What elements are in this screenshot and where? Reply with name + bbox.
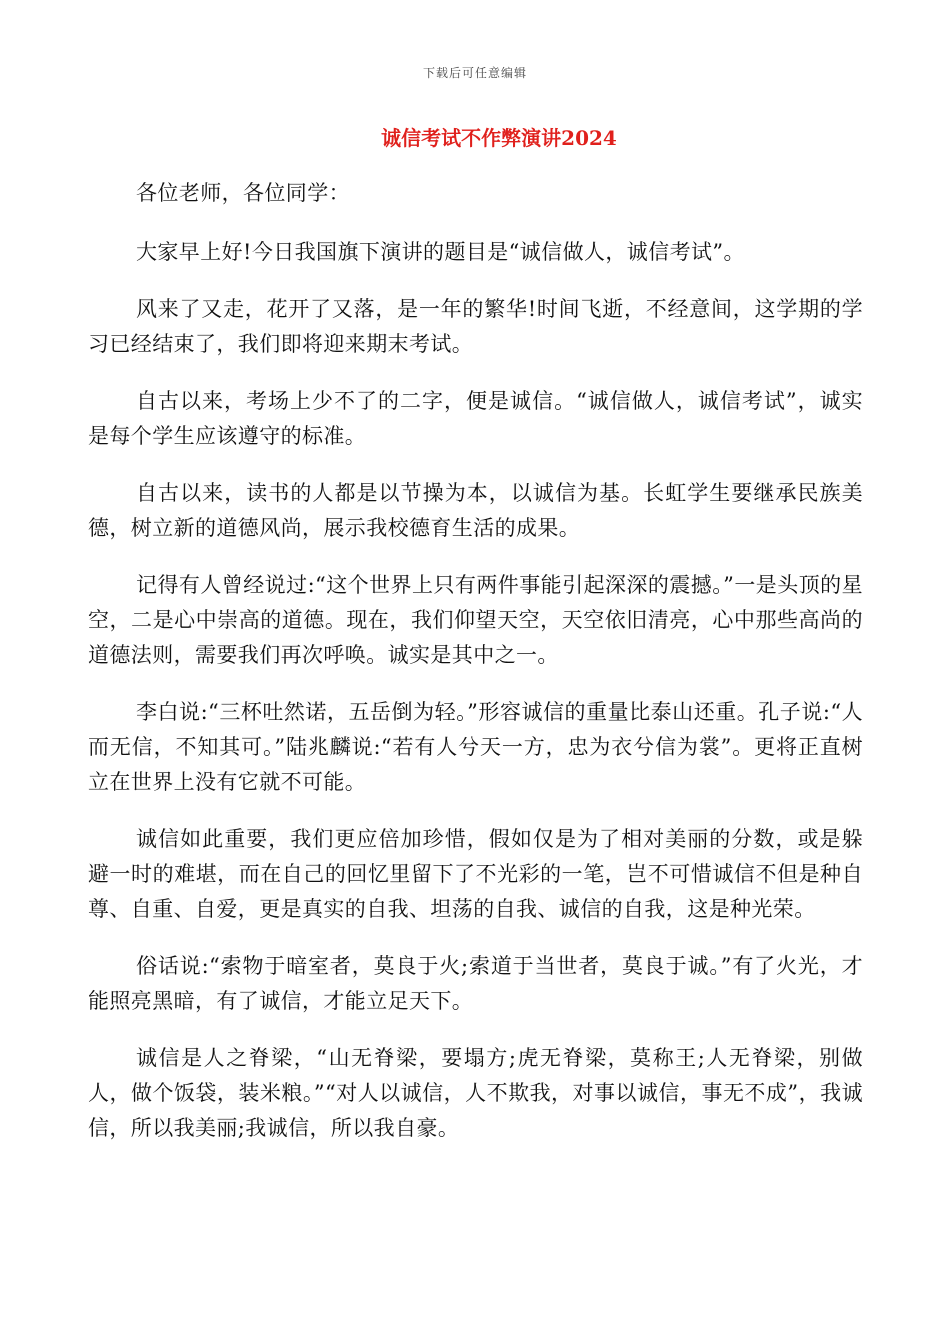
paragraph: 自古以来，考场上少不了的二字，便是诚信。“诚信做人，诚信考试”，诚实是每个学生应该遵守的标准。 <box>88 389 863 448</box>
paragraph: 诚信如此重要，我们更应倍加珍惜，假如仅是为了相对美丽的分数，或是躲避一时的难堪，而在自己的回忆里留下了不光彩的一笔，岂不可惜诚信不但是种自尊、自重、自爱，更是真实的自我、坦荡的自我、诚信的自我，这是种光荣。 <box>88 827 863 921</box>
paragraph-greeting: 各位老师，各位同学： <box>136 181 350 205</box>
header-note: 下载后可任意编辑 <box>422 66 527 80</box>
paragraph: 俗话说:“索物于暗室者，莫良于火;索道于当世者，莫良于诚。”有了火光，才能照亮黑暗，有了诚信，才能立足天下。 <box>88 954 863 1013</box>
paragraph: 诚信是人之脊梁，“山无脊梁，要塌方;虎无脊梁，莫称王;人无脊梁，别做人，做个饭袋，装米粮。”“对人以诚信，人不欺我，对事以诚信，事无不成”，我诚信，所以我美丽;我诚信，所以我自豪。 <box>88 1046 863 1140</box>
paragraph: 自古以来，读书的人都是以节操为本，以诚信为基。长虹学生要继承民族美德，树立新的道德风尚，展示我校德育生活的成果。 <box>88 481 863 540</box>
paragraph: 李白说:“三杯吐然诺，五岳倒为轻。”形容诚信的重量比泰山还重。孔子说:“人而无信，不知其可。”陆兆麟说:“若有人兮天一方，忠为衣兮信为裳”。更将正直树立在世界上没有它就不可能。 <box>88 700 863 794</box>
document-body <box>88 176 863 1168</box>
paragraph-opening: 大家早上好!今日我国旗下演讲的题目是“诚信做人，诚信考试”。 <box>136 240 745 264</box>
paragraph: 风来了又走，花开了又落，是一年的繁华!时间飞逝，不经意间，这学期的学习已经结束了，我们即将迎来期末考试。 <box>88 297 863 356</box>
paragraph: 记得有人曾经说过:“这个世界上只有两件事能引起深深的震撼。”一是头顶的星空，二是心中崇高的道德。现在，我们仰望天空，天空依旧清亮，心中那些高尚的道德法则，需要我们再次呼唤。诚实是其中之一。 <box>88 573 863 667</box>
document-title: 诚信考试不作弊演讲2024 <box>381 126 617 150</box>
